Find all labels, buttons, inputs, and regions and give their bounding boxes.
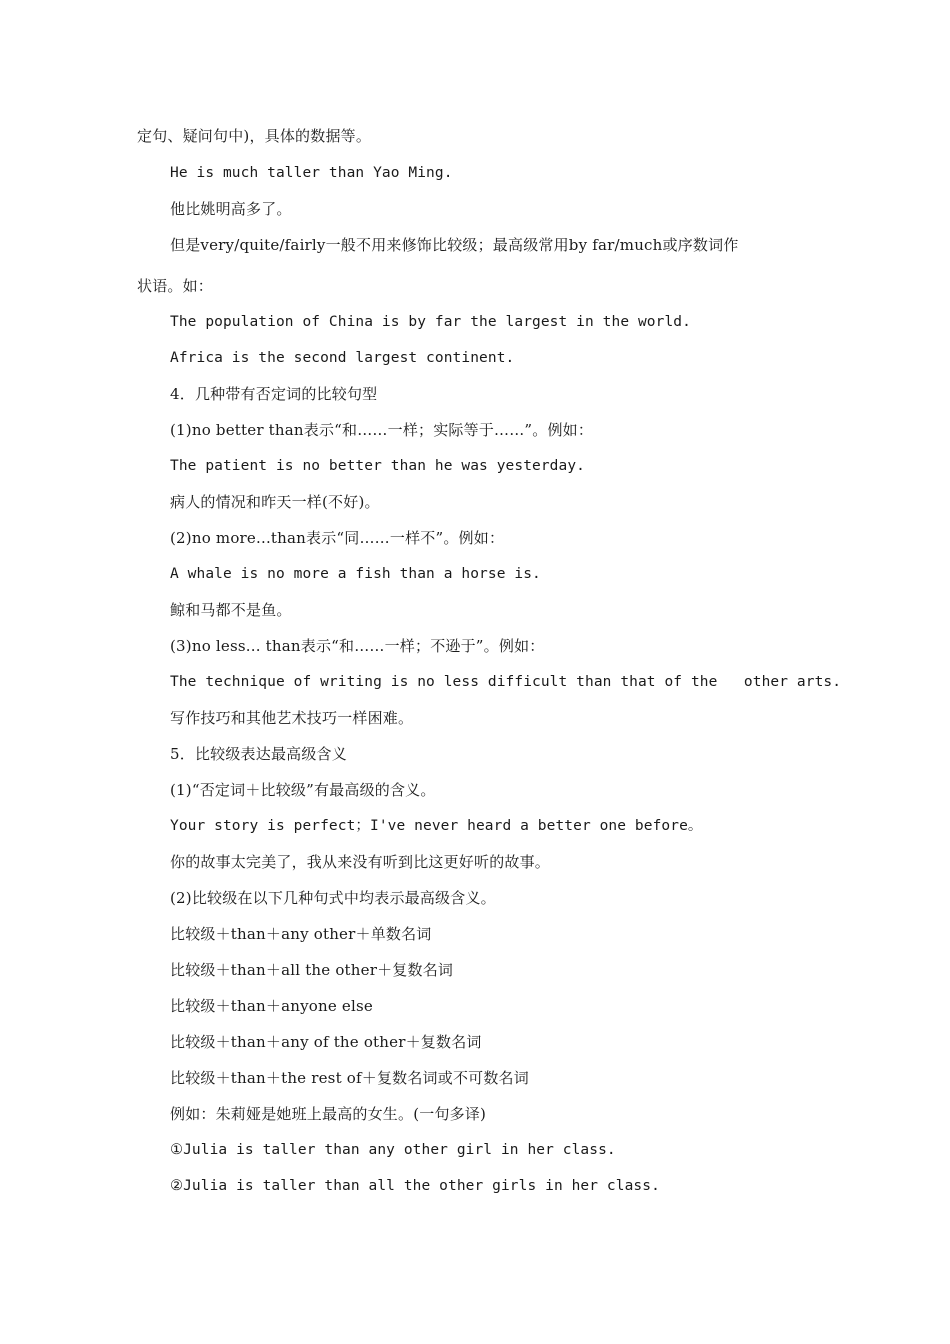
section-heading: 4．几种带有否定词的比较句型 xyxy=(170,385,378,403)
pattern-line: 比较级＋than＋the rest of＋复数名词或不可数名词 xyxy=(170,1069,529,1087)
translation-line: 写作技巧和其他艺术技巧一样困难。 xyxy=(170,709,414,727)
example-sentence: ②Julia is taller than all the other girls in her class. xyxy=(170,1178,660,1194)
pattern-line: 比较级＋than＋anyone else xyxy=(170,997,373,1015)
text-line: (1)no better than表示“和……一样；实际等于……”。例如： xyxy=(170,421,594,439)
pattern-line: 比较级＋than＋all the other＋复数名词 xyxy=(170,961,454,979)
example-sentence: Africa is the second largest continent. xyxy=(170,350,515,366)
pattern-line: 比较级＋than＋any of the other＋复数名词 xyxy=(170,1033,482,1051)
text-line: 但是very/quite/fairly一般不用来修饰比较级；最高级常用by far/much或序数词作 xyxy=(170,236,739,254)
pattern-line: 比较级＋than＋any other＋单数名词 xyxy=(170,925,432,943)
example-sentence: ①Julia is taller than any other girl in her class. xyxy=(170,1142,616,1158)
example-sentence: He is much taller than Yao Ming. xyxy=(170,165,453,181)
section-heading: 5．比较级表达最高级含义 xyxy=(170,745,347,763)
text-line: 定句、疑问句中)，具体的数据等。 xyxy=(137,127,372,145)
translation-line: 你的故事太完美了，我从来没有听到比这更好听的故事。 xyxy=(170,853,551,871)
example-sentence: Your story is perfect；I've never heard a better one before。 xyxy=(170,818,703,834)
translation-line: 病人的情况和昨天一样(不好)。 xyxy=(170,493,380,511)
text-line: 状语。如： xyxy=(137,277,214,295)
example-sentence: The patient is no better than he was yesterday. xyxy=(170,458,585,474)
translation-line: 鲸和马都不是鱼。 xyxy=(170,601,292,619)
translation-line: 他比姚明高多了。 xyxy=(170,200,292,218)
example-sentence: The technique of writing is no less difficult than that of the other arts. xyxy=(170,674,842,690)
text-line: (2)比较级在以下几种句式中均表示最高级含义。 xyxy=(170,889,496,907)
example-sentence: A whale is no more a fish than a horse is. xyxy=(170,566,541,582)
example-sentence: The population of China is by far the largest in the world. xyxy=(170,314,691,330)
text-line: 例如：朱莉娅是她班上最高的女生。(一句多译) xyxy=(170,1105,487,1123)
text-line: (1)“否定词＋比较级”有最高级的含义。 xyxy=(170,781,436,799)
text-line: (2)no more...than表示“同……一样不”。例如： xyxy=(170,529,505,547)
text-line: (3)no less... than表示“和……一样；不逊于”。例如： xyxy=(170,637,545,655)
